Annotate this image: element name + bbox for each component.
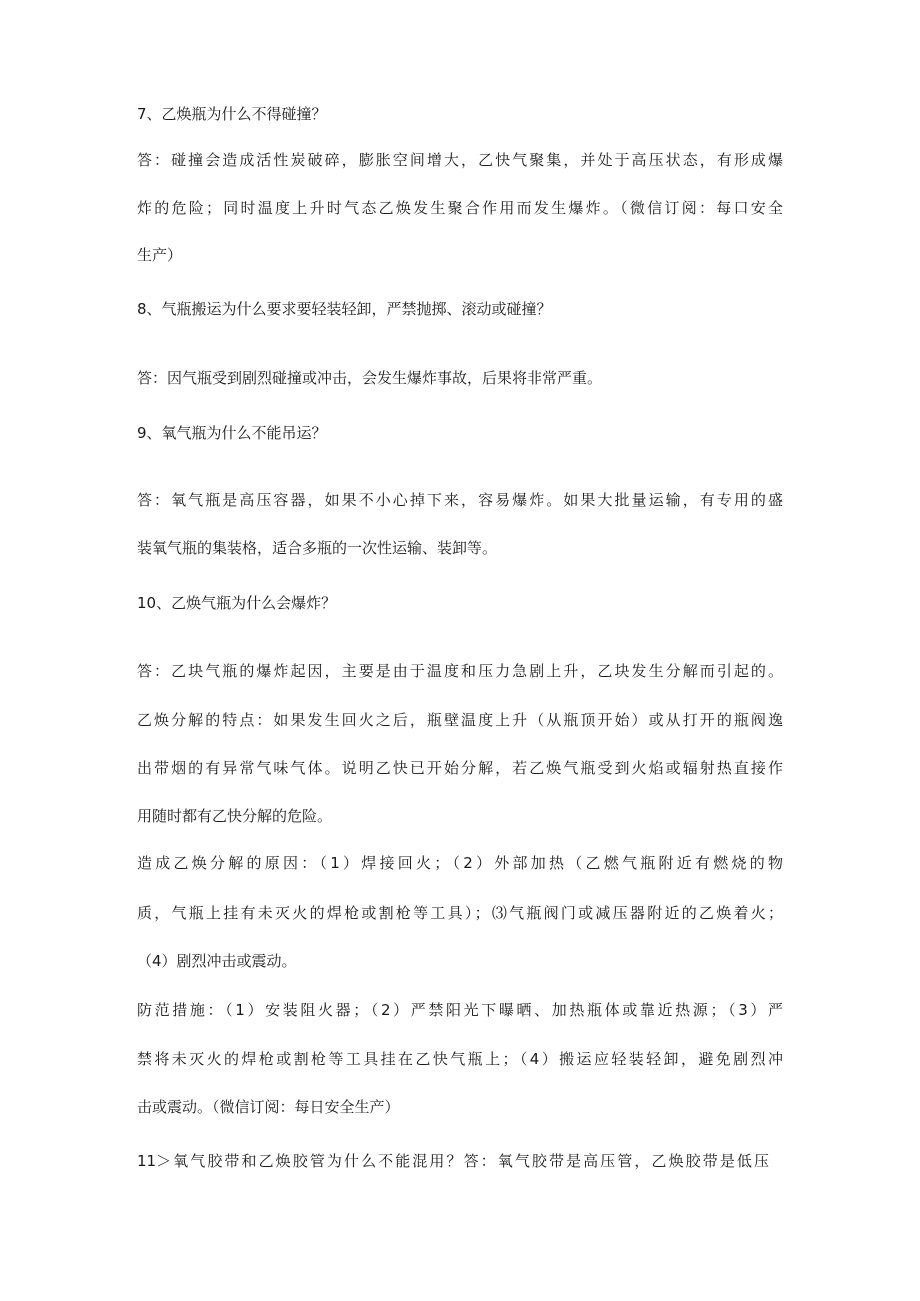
answer-9-line-2: 装氧气瓶的集装格，适合多瓶的一次性运输、装卸等。	[137, 539, 498, 557]
answer-7-line-1: 答：碰撞会造成活性炭破碎，膨胀空间增大，乙快气聚集，并处于高压状态，有形成爆	[137, 151, 783, 169]
answer-7-line-3: 生产）	[137, 246, 183, 264]
answer-9-line-1: 答：氧气瓶是高压容器，如果不小心掉下来，容易爆炸。如果大批量运输，有专用的盛	[137, 491, 783, 509]
answer-10-line-3: 出带烟的有异常气味气体。说明乙快已开始分解，若乙焕气瓶受到火焰或辐射热直接作	[137, 759, 783, 777]
prevention-line-1: 防范措施：（1）安装阻火器；（2）严禁阳光下曝晒、加热瓶体或靠近热源；（3）严	[137, 1001, 783, 1019]
answer-10-line-2: 乙焕分解的特点：如果发生回火之后，瓶壁温度上升（从瓶顶开始）或从打开的瓶阀逸	[137, 711, 783, 729]
answer-7-line-2: 炸的危险；同时温度上升时气态乙焕发生聚合作用而发生爆炸。（微信订阅：每口安全	[137, 199, 783, 217]
question-9-heading: 9、氧气瓶为什么不能吊运？	[137, 424, 327, 442]
answer-8-line-1: 答：因气瓶受到剧烈碰撞或冲击，会发生爆炸事故，后果将非常严重。	[137, 369, 603, 387]
question-10-heading: 10、乙焕气瓶为什么会爆炸？	[137, 594, 337, 612]
question-8-heading: 8、气瓶搬运为什么要求要轻装轻卸，严禁抛掷、滚动或碰撞？	[137, 300, 552, 318]
question-7-heading: 7、乙焕瓶为什么不得碰撞？	[137, 105, 327, 123]
cause-line-3: （4）剧烈冲击或震动。	[137, 952, 297, 970]
prevention-line-3: 击或震动。（微信订阅：每日安全生产）	[137, 1098, 400, 1116]
cause-line-2: 质，气瓶上挂有未灭火的焊枪或割枪等工具）；⑶气瓶阀门或减压器附近的乙焕着火；	[137, 904, 783, 922]
answer-10-line-4: 用随时都有乙快分解的危险。	[137, 807, 333, 825]
cause-line-1: 造成乙焕分解的原因：（1）焊接回火；（2）外部加热（乙燃气瓶附近有燃烧的物	[137, 854, 783, 872]
question-11-line: 11＞氧气胶带和乙焕胶管为什么不能混用？答：氧气胶带是高压管，乙焕胶带是低压	[137, 1152, 769, 1170]
prevention-line-2: 禁将未灭火的焊枪或割枪等工具挂在乙快气瓶上；（4）搬运应轻装轻卸，避免剧烈冲	[137, 1050, 783, 1068]
answer-10-line-1: 答：乙块气瓶的爆炸起因，主要是由于温度和压力急剧上升，乙块发生分解而引起的。	[137, 662, 783, 680]
